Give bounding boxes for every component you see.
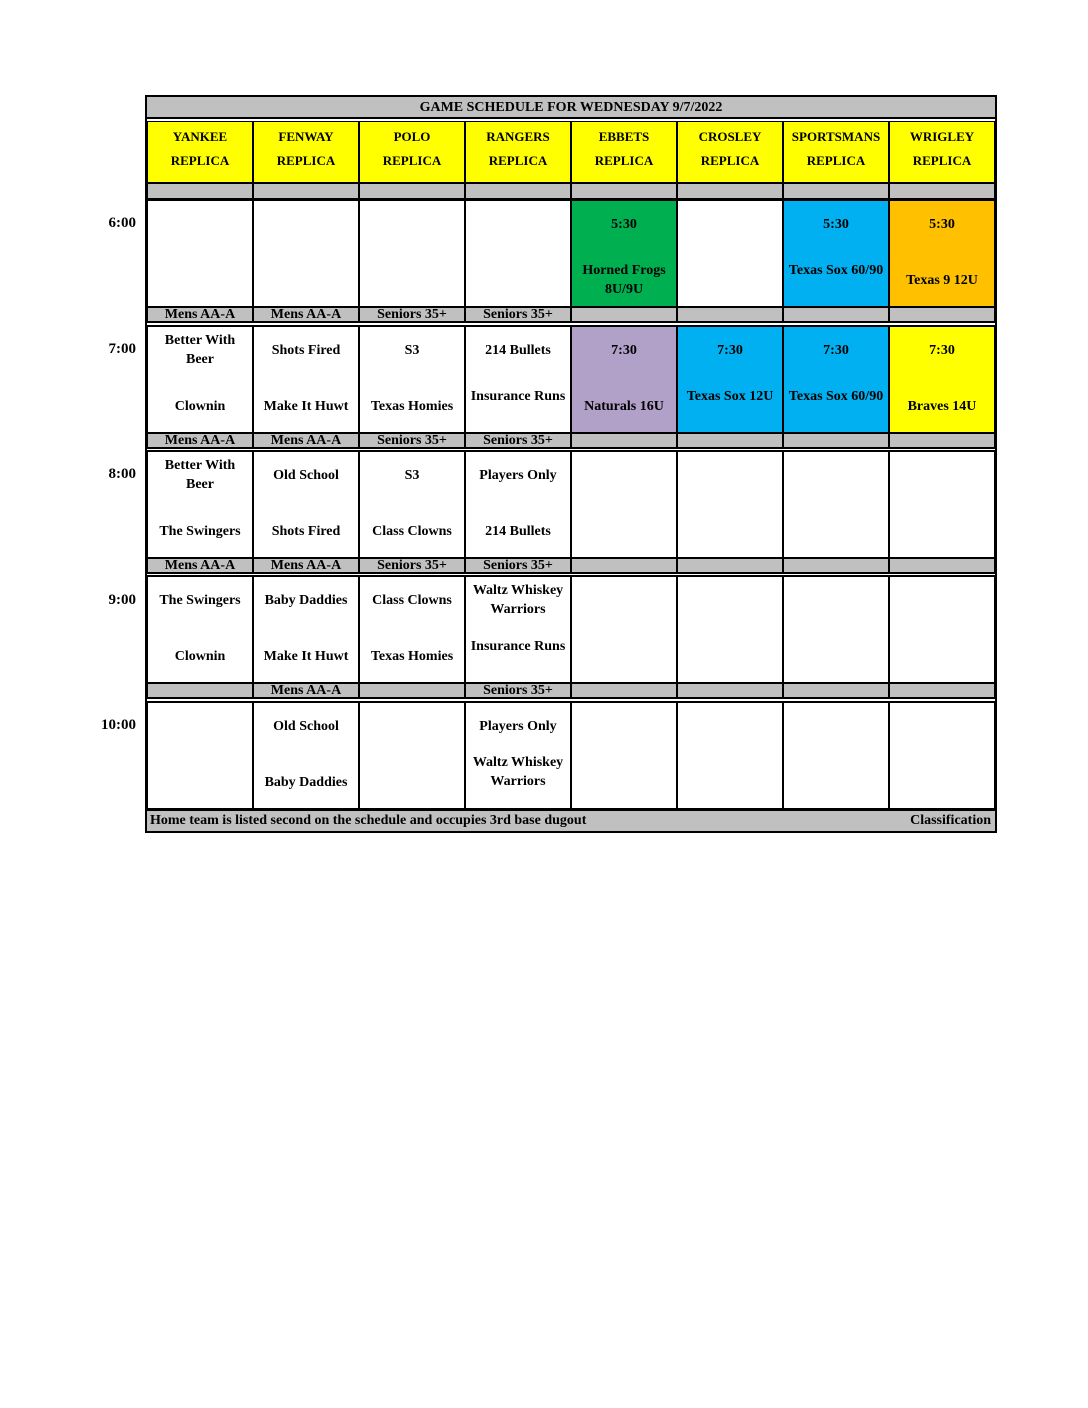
home-team: Clownin — [174, 399, 226, 414]
game-cell — [571, 325, 677, 433]
game-time: 7:30 — [929, 343, 955, 358]
game-time: 5:30 — [823, 217, 849, 232]
home-team: Make It Huwt — [263, 399, 349, 414]
separator-cell — [677, 183, 783, 199]
field-subtitle: REPLICA — [806, 153, 866, 168]
schedule-title: GAME SCHEDULE FOR WEDNESDAY 9/7/2022 — [147, 97, 995, 119]
separator-cell — [889, 183, 995, 199]
home-team: Horned Frogs 8U/9U — [582, 263, 666, 297]
visitor-team: Baby Daddies — [264, 593, 348, 608]
home-team: Texas Sox 60/90 — [788, 263, 884, 278]
classification-cell: Seniors 35+ — [359, 558, 465, 574]
field-subtitle: REPLICA — [912, 153, 972, 168]
time-label: 6:00 — [108, 215, 136, 231]
field-name: POLO — [393, 129, 431, 144]
field-header-fenway — [253, 121, 359, 183]
classification-cell: Seniors 35+ — [465, 683, 571, 699]
home-team: Texas Sox 60/90 — [788, 389, 884, 404]
home-team: Braves 14U — [907, 399, 977, 414]
game-cell — [783, 575, 889, 683]
field-name: FENWAY — [278, 129, 334, 144]
time-label: 8:00 — [108, 466, 136, 482]
visitor-team: Class Clowns — [372, 593, 452, 608]
game-cell — [571, 575, 677, 683]
classification-cell: Seniors 35+ — [465, 433, 571, 449]
field-header-rangers — [465, 121, 571, 183]
visitor-team: Players Only — [479, 468, 557, 483]
game-cell — [359, 575, 465, 683]
classification-cell — [147, 683, 253, 699]
game-cell — [571, 450, 677, 558]
home-team: Texas Homies — [370, 399, 454, 414]
game-cell — [889, 450, 995, 558]
game-cell — [253, 325, 359, 433]
classification-cell — [783, 683, 889, 699]
game-cell — [889, 325, 995, 433]
field-header-ebbets — [571, 121, 677, 183]
visitor-team: 214 Bullets — [485, 343, 551, 358]
field-subtitle: REPLICA — [170, 153, 230, 168]
classification-cell — [783, 558, 889, 574]
field-subtitle: REPLICA — [700, 153, 760, 168]
game-cell — [147, 450, 253, 558]
game-cell — [783, 199, 889, 307]
game-time: 5:30 — [929, 217, 955, 232]
field-subtitle: REPLICA — [276, 153, 336, 168]
game-cell — [359, 701, 465, 809]
game-cell — [147, 575, 253, 683]
classification-cell: Mens AA-A — [147, 558, 253, 574]
game-cell — [147, 701, 253, 809]
visitor-team: Old School — [273, 719, 339, 734]
time-label: 10:00 — [101, 717, 136, 733]
classification-cell — [359, 683, 465, 699]
game-cell — [677, 575, 783, 683]
field-subtitle: REPLICA — [488, 153, 548, 168]
game-cell — [253, 701, 359, 809]
home-team: Waltz Whiskey Warriors — [472, 755, 564, 789]
home-team: Texas Sox 12U — [686, 389, 774, 404]
classification-cell: Seniors 35+ — [359, 307, 465, 323]
home-team: Texas Homies — [370, 649, 454, 664]
game-cell — [571, 701, 677, 809]
home-team: Clownin — [174, 649, 226, 664]
classification-cell: Mens AA-A — [147, 433, 253, 449]
footer-bar — [147, 809, 995, 831]
time-label: 7:00 — [108, 341, 136, 357]
visitor-team: S3 — [404, 343, 420, 358]
game-cell — [359, 325, 465, 433]
game-cell — [889, 575, 995, 683]
classification-cell — [677, 307, 783, 323]
home-team: 214 Bullets — [485, 524, 551, 539]
field-name: SPORTSMANS — [791, 129, 881, 144]
classification-cell — [571, 558, 677, 574]
field-header-wrigley — [889, 121, 995, 183]
field-name: WRIGLEY — [909, 129, 975, 144]
game-cell — [677, 325, 783, 433]
visitor-team: Shots Fired — [271, 343, 341, 358]
classification-cell: Mens AA-A — [253, 307, 359, 323]
game-cell — [571, 199, 677, 307]
field-header-yankee — [147, 121, 253, 183]
home-team: Insurance Runs — [470, 639, 566, 654]
separator-cell — [359, 183, 465, 199]
home-team: Class Clowns — [372, 524, 452, 539]
separator-cell — [783, 183, 889, 199]
game-cell — [253, 199, 359, 307]
home-team: Make It Huwt — [263, 649, 349, 664]
game-time: 7:30 — [717, 343, 743, 358]
game-cell — [465, 701, 571, 809]
field-subtitle: REPLICA — [382, 153, 442, 168]
game-cell — [253, 450, 359, 558]
classification-cell — [677, 433, 783, 449]
separator-cell — [253, 183, 359, 199]
classification-cell: Mens AA-A — [253, 433, 359, 449]
classification-cell: Mens AA-A — [147, 307, 253, 323]
field-header-crosley — [677, 121, 783, 183]
home-team: Shots Fired — [271, 524, 341, 539]
visitor-team: Waltz Whiskey Warriors — [472, 583, 564, 617]
field-name: YANKEE — [172, 129, 228, 144]
game-cell — [783, 325, 889, 433]
classification-cell: Seniors 35+ — [465, 558, 571, 574]
time-label: 9:00 — [108, 592, 136, 608]
field-subtitle: REPLICA — [594, 153, 654, 168]
game-cell — [889, 701, 995, 809]
game-cell — [465, 575, 571, 683]
game-cell — [465, 450, 571, 558]
classification-cell: Mens AA-A — [253, 558, 359, 574]
visitor-team: Players Only — [479, 719, 557, 734]
game-cell — [465, 199, 571, 307]
game-cell — [677, 199, 783, 307]
game-cell — [253, 575, 359, 683]
game-cell — [783, 450, 889, 558]
game-cell — [465, 325, 571, 433]
home-team: Insurance Runs — [470, 389, 566, 404]
field-name: EBBETS — [598, 129, 650, 144]
game-time: 7:30 — [823, 343, 849, 358]
classification-cell — [783, 433, 889, 449]
separator-cell — [147, 183, 253, 199]
home-team: Naturals 16U — [584, 399, 664, 414]
visitor-team: Old School — [273, 468, 339, 483]
game-cell — [889, 199, 995, 307]
classification-cell — [571, 433, 677, 449]
home-team: Baby Daddies — [264, 775, 348, 790]
game-cell — [359, 450, 465, 558]
field-header-sportsmans — [783, 121, 889, 183]
game-cell — [147, 325, 253, 433]
classification-cell — [783, 307, 889, 323]
game-cell — [783, 701, 889, 809]
classification-cell — [677, 558, 783, 574]
game-cell — [147, 199, 253, 307]
classification-cell: Seniors 35+ — [465, 307, 571, 323]
game-cell — [359, 199, 465, 307]
classification-cell — [889, 683, 995, 699]
visitor-team: S3 — [404, 468, 420, 483]
visitor-team: Better With Beer — [164, 458, 236, 492]
visitor-team: The Swingers — [159, 593, 241, 608]
game-cell — [677, 450, 783, 558]
home-team: Texas 9 12U — [906, 273, 978, 288]
classification-cell — [889, 307, 995, 323]
classification-cell — [571, 683, 677, 699]
separator-cell — [571, 183, 677, 199]
field-name: CROSLEY — [698, 129, 762, 144]
visitor-team: Better With Beer — [164, 333, 236, 367]
field-header-polo — [359, 121, 465, 183]
classification-cell — [571, 307, 677, 323]
schedule-sheet — [145, 95, 997, 833]
field-name: RANGERS — [486, 129, 550, 144]
home-team-note: Home team is listed second on the schedule and occupies 3rd base dugout — [150, 813, 587, 828]
classification-cell — [889, 433, 995, 449]
classification-cell: Mens AA-A — [253, 683, 359, 699]
classification-cell: Seniors 35+ — [359, 433, 465, 449]
game-time: 5:30 — [611, 217, 637, 232]
game-time: 7:30 — [611, 343, 637, 358]
game-cell — [677, 701, 783, 809]
classification-cell — [889, 558, 995, 574]
separator-cell — [465, 183, 571, 199]
classification-legend: Classification — [910, 813, 991, 828]
home-team: The Swingers — [159, 524, 241, 539]
classification-cell — [677, 683, 783, 699]
